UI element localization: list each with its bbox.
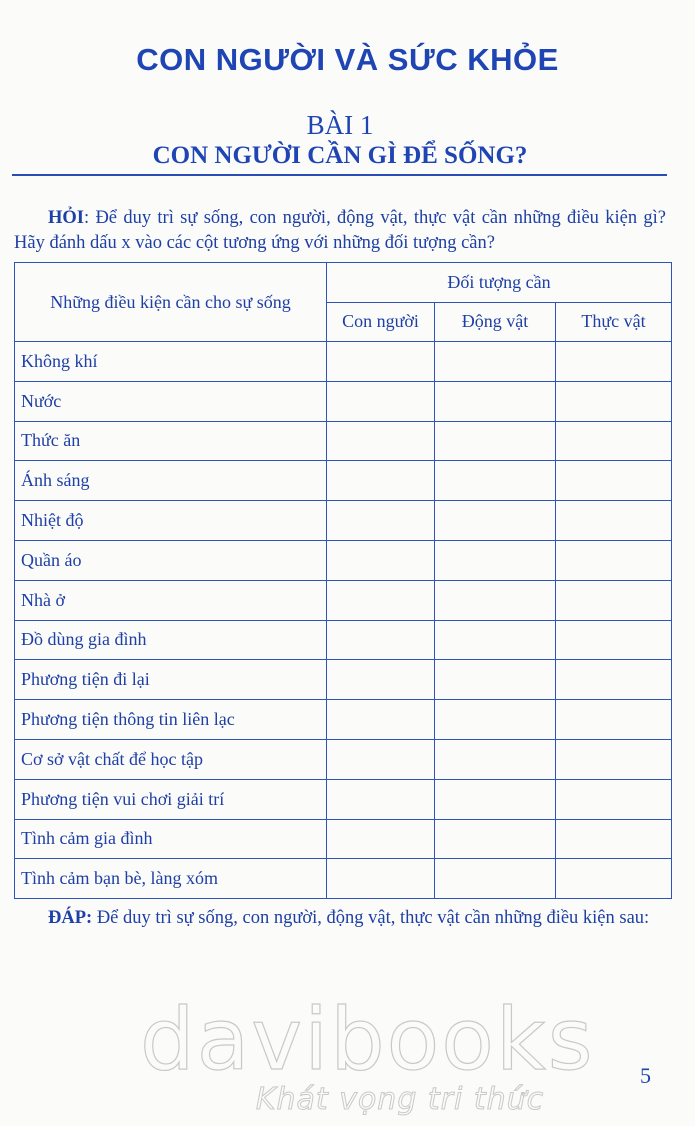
checkbox-cell-human[interactable] bbox=[327, 381, 435, 421]
subject-group-header: Đối tượng cần bbox=[327, 263, 672, 303]
condition-label: Quần áo bbox=[15, 540, 327, 580]
checkbox-cell-human[interactable] bbox=[327, 739, 435, 779]
checkbox-cell-human[interactable] bbox=[327, 700, 435, 740]
checkbox-cell-plant[interactable] bbox=[556, 700, 672, 740]
question-label: HỎI bbox=[48, 208, 84, 228]
condition-label: Nhà ở bbox=[15, 580, 327, 620]
condition-label: Phương tiện vui chơi giải trí bbox=[15, 779, 327, 819]
checkbox-cell-animal[interactable] bbox=[435, 540, 556, 580]
checkbox-cell-human[interactable] bbox=[327, 461, 435, 501]
condition-label: Tình cảm gia đình bbox=[15, 819, 327, 859]
checkbox-cell-animal[interactable] bbox=[435, 859, 556, 899]
checkbox-cell-human[interactable] bbox=[327, 540, 435, 580]
checkbox-cell-animal[interactable] bbox=[435, 342, 556, 382]
checkbox-cell-human[interactable] bbox=[327, 620, 435, 660]
condition-label: Nhiệt độ bbox=[15, 501, 327, 541]
checkbox-cell-plant[interactable] bbox=[556, 540, 672, 580]
checkbox-cell-human[interactable] bbox=[327, 342, 435, 382]
checkbox-cell-plant[interactable] bbox=[556, 620, 672, 660]
condition-label: Tình cảm bạn bè, làng xóm bbox=[15, 859, 327, 899]
checkbox-cell-animal[interactable] bbox=[435, 421, 556, 461]
answer-text: Để duy trì sự sống, con người, động vật, thực vật cần những điều kiện sau: bbox=[92, 908, 650, 928]
table-row bbox=[15, 501, 672, 541]
lesson-number: BÀI 1 bbox=[306, 110, 374, 140]
checkbox-cell-plant[interactable] bbox=[556, 819, 672, 859]
checkbox-cell-human[interactable] bbox=[327, 819, 435, 859]
table-row bbox=[15, 580, 672, 620]
chapter-title: CON NGƯỜI VÀ SỨC KHỎE bbox=[136, 42, 559, 77]
question-paragraph bbox=[14, 206, 666, 256]
checkbox-cell-human[interactable] bbox=[327, 421, 435, 461]
checkbox-cell-animal[interactable] bbox=[435, 739, 556, 779]
checkbox-cell-human[interactable] bbox=[327, 580, 435, 620]
answer-paragraph bbox=[14, 906, 666, 931]
checkbox-cell-animal[interactable] bbox=[435, 501, 556, 541]
answer-label: ĐÁP: bbox=[48, 908, 93, 928]
question-text: : Để duy trì sự sống, con người, động vật, thực vật cần những điều kiện gì? Hãy đánh dấu x vào các cột tương ứng với những đối tượng cần? bbox=[14, 208, 666, 253]
table-row bbox=[15, 660, 672, 700]
table-row bbox=[15, 739, 672, 779]
condition-label: Ánh sáng bbox=[15, 461, 327, 501]
checkbox-cell-plant[interactable] bbox=[556, 580, 672, 620]
lesson-title: CON NGƯỜI CẦN GÌ ĐỂ SỐNG? bbox=[152, 142, 528, 169]
checkbox-cell-plant[interactable] bbox=[556, 660, 672, 700]
table-row bbox=[15, 421, 672, 461]
checkbox-cell-plant[interactable] bbox=[556, 461, 672, 501]
checkbox-cell-animal[interactable] bbox=[435, 700, 556, 740]
table-row bbox=[15, 540, 672, 580]
checkbox-cell-animal[interactable] bbox=[435, 819, 556, 859]
condition-column-header: Những điều kiện cần cho sự sống bbox=[15, 263, 327, 342]
checkbox-cell-plant[interactable] bbox=[556, 342, 672, 382]
conditions-table bbox=[14, 262, 672, 899]
checkbox-cell-plant[interactable] bbox=[556, 779, 672, 819]
column-header-animal: Động vật bbox=[435, 302, 556, 342]
checkbox-cell-human[interactable] bbox=[327, 779, 435, 819]
checkbox-cell-human[interactable] bbox=[327, 660, 435, 700]
checkbox-cell-animal[interactable] bbox=[435, 620, 556, 660]
checkbox-cell-animal[interactable] bbox=[435, 461, 556, 501]
checkbox-cell-human[interactable] bbox=[327, 501, 435, 541]
checkbox-cell-human[interactable] bbox=[327, 859, 435, 899]
condition-label: Không khí bbox=[15, 342, 327, 382]
condition-label: Thức ăn bbox=[15, 421, 327, 461]
checkbox-cell-animal[interactable] bbox=[435, 660, 556, 700]
page-number: 5 bbox=[640, 1063, 651, 1088]
table-row bbox=[15, 461, 672, 501]
column-header-human: Con người bbox=[327, 302, 435, 342]
condition-label: Phương tiện thông tin liên lạc bbox=[15, 700, 327, 740]
table-row bbox=[15, 700, 672, 740]
watermark-slogan: Khát vọng tri thức bbox=[255, 1082, 545, 1117]
table-row bbox=[15, 779, 672, 819]
condition-label: Phương tiện đi lại bbox=[15, 660, 327, 700]
condition-label: Đồ dùng gia đình bbox=[15, 620, 327, 660]
table-row bbox=[15, 819, 672, 859]
column-header-plant: Thực vật bbox=[556, 302, 672, 342]
table-body bbox=[15, 342, 672, 899]
condition-label: Nước bbox=[15, 381, 327, 421]
table-row bbox=[15, 381, 672, 421]
checkbox-cell-plant[interactable] bbox=[556, 859, 672, 899]
table-row bbox=[15, 342, 672, 382]
watermark-brand: davibooks bbox=[140, 990, 595, 1090]
checkbox-cell-plant[interactable] bbox=[556, 421, 672, 461]
checkbox-cell-plant[interactable] bbox=[556, 501, 672, 541]
checkbox-cell-animal[interactable] bbox=[435, 779, 556, 819]
checkbox-cell-animal[interactable] bbox=[435, 580, 556, 620]
condition-label: Cơ sở vật chất để học tập bbox=[15, 739, 327, 779]
table-row bbox=[15, 620, 672, 660]
table-row bbox=[15, 859, 672, 899]
checkbox-cell-plant[interactable] bbox=[556, 739, 672, 779]
title-divider bbox=[12, 174, 667, 176]
checkbox-cell-plant[interactable] bbox=[556, 381, 672, 421]
checkbox-cell-animal[interactable] bbox=[435, 381, 556, 421]
